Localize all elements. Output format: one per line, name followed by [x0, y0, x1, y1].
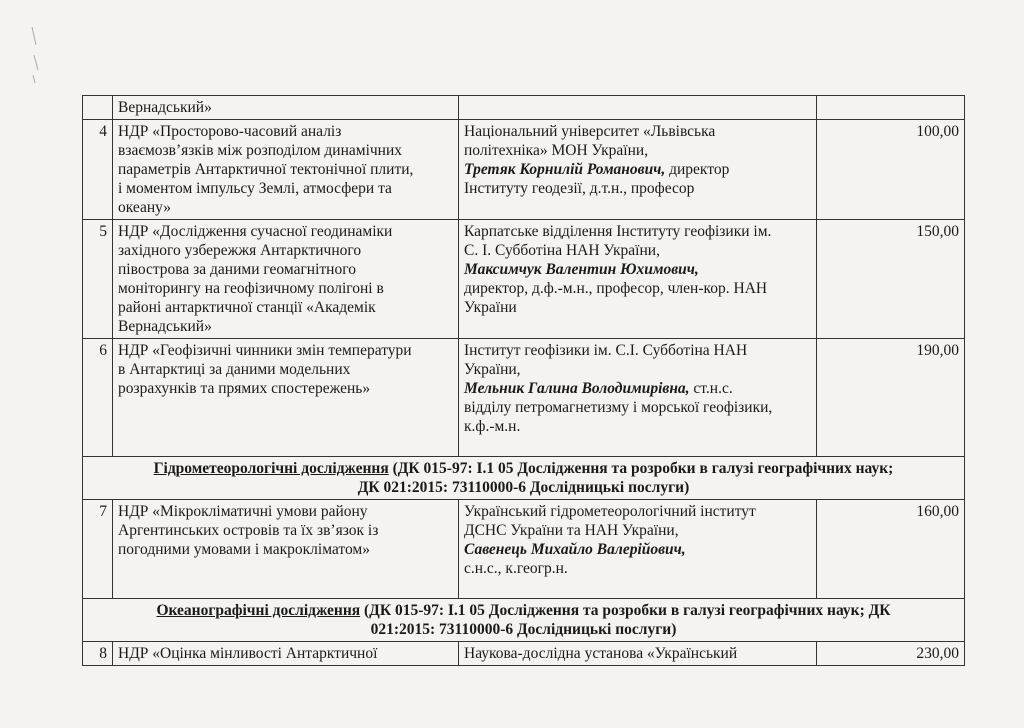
project-cell — [113, 220, 459, 339]
project-line: НДР «Дослідження сучасної геодинаміки — [118, 223, 393, 240]
amount-cell: 150,00 — [817, 220, 965, 339]
person-name: Мельник Галина Володимирівна, — [464, 380, 690, 397]
project-line: параметрів Антарктичної тектонічної плити, — [118, 161, 414, 178]
section-title: Океанографічні дослідження — [156, 602, 361, 619]
organization-line: Інституту геодезії, д.т.н., професор — [464, 180, 695, 197]
organization-cell — [459, 500, 817, 599]
organization-line: ДСНС України та НАН України, — [464, 522, 679, 539]
section-line — [88, 459, 959, 478]
project-line: районі антарктичної станції «Академік — [118, 299, 376, 316]
row-number — [83, 96, 113, 120]
project-cell — [113, 500, 459, 599]
organization-line: Інститут геофізики ім. С.І. Субботіна НАН — [464, 342, 748, 359]
organization-line: директор, д.ф.-м.н., професор, член-кор. НАН — [464, 280, 768, 297]
scan-mark-icon — [30, 25, 42, 85]
person-title: директор — [665, 161, 730, 178]
person-line — [464, 379, 811, 398]
row-number: 5 — [83, 220, 113, 339]
project-cell — [113, 120, 459, 220]
organization-line: с.н.с., к.геогр.н. — [464, 560, 568, 577]
table-row — [83, 220, 965, 339]
person-name: Третяк Корнилій Романович, — [464, 161, 666, 178]
project-line: океану» — [118, 199, 172, 216]
project-line: Аргентинських островів та їх зв’язок із — [118, 522, 379, 539]
row-number: 8 — [83, 642, 113, 666]
amount-cell: 190,00 — [817, 339, 965, 457]
project-cell — [113, 642, 459, 666]
row-number: 4 — [83, 120, 113, 220]
project-line: НДР «Мікрокліматичні умови району — [118, 503, 368, 520]
project-line: розрахунків та прямих спостережень» — [118, 380, 371, 397]
organization-cell — [459, 339, 817, 457]
cell-spacer — [464, 436, 811, 454]
amount-cell: 160,00 — [817, 500, 965, 599]
row-number: 7 — [83, 500, 113, 599]
project-line: НДР «Оцінка мінливості Антарктичної — [118, 645, 378, 662]
section-title: Гідрометеорологічні дослідження — [153, 460, 389, 477]
section-code: (ДК 015-97: І.1 05 Дослідження та розробки в галузі географічних наук; — [388, 460, 894, 477]
project-line: моніторингу на геофізичному полігоні в — [118, 280, 384, 297]
organization-line: Український гідрометеорологічний інститут — [464, 503, 756, 520]
section-line: 021:2015: 73110000-6 Дослідницькі послуги) — [370, 621, 677, 638]
project-line: взаємозв’язків між розподілом динамічних — [118, 142, 403, 159]
table-row — [83, 339, 965, 457]
project-cell — [113, 96, 459, 120]
table-row — [83, 120, 965, 220]
section-code: (ДК 015-97: І.1 05 Дослідження та розробки в галузі географічних наук; ДК — [360, 602, 891, 619]
projects-table — [82, 95, 965, 666]
section-line — [88, 601, 959, 620]
organization-line: політехніка» МОН України, — [464, 142, 649, 159]
table-row — [83, 96, 965, 120]
section-line: ДК 021:2015: 73110000-6 Дослідницькі послуги) — [357, 479, 690, 496]
organization-cell — [459, 642, 817, 666]
section-header-row — [83, 457, 965, 500]
section-header — [83, 599, 965, 642]
project-line: Вернадський» — [118, 99, 212, 116]
amount-cell: 100,00 — [817, 120, 965, 220]
amount-cell: 230,00 — [817, 642, 965, 666]
project-line: НДР «Геофізичні чинники змін температури — [118, 342, 412, 359]
project-line: західного узбережжя Антарктичного — [118, 242, 362, 259]
organization-line: Наукова-дослідна установа «Український — [464, 645, 738, 662]
organization-line: Карпатське відділення Інституту геофізики ім. — [464, 223, 772, 240]
project-cell — [113, 339, 459, 457]
amount-cell — [817, 96, 965, 120]
project-line: Вернадський» — [118, 318, 212, 335]
project-line: в Антарктиці за даними модельних — [118, 361, 351, 378]
cell-spacer — [464, 578, 811, 596]
organization-cell — [459, 96, 817, 120]
organization-line: України, — [464, 361, 521, 378]
row-number: 6 — [83, 339, 113, 457]
table-row — [83, 642, 965, 666]
section-header-row — [83, 599, 965, 642]
table-row — [83, 500, 965, 599]
organization-cell — [459, 120, 817, 220]
organization-line: Національний університет «Львівська — [464, 123, 716, 140]
person-title: ст.н.с. — [689, 380, 733, 397]
person-name: Максимчук Валентин Юхимович, — [464, 261, 699, 278]
person-line — [464, 160, 811, 179]
organization-line: к.ф.-м.н. — [464, 418, 521, 435]
section-header — [83, 457, 965, 500]
project-line: НДР «Просторово-часовий аналіз — [118, 123, 342, 140]
organization-cell — [459, 220, 817, 339]
person-name: Савенець Михайло Валерійович, — [464, 541, 686, 558]
organization-line: України — [464, 299, 517, 316]
organization-line: відділу петромагнетизму і морської геофізики, — [464, 399, 773, 416]
project-line: півострова за даними геомагнітного — [118, 261, 356, 278]
organization-line: С. І. Субботіна НАН України, — [464, 242, 660, 259]
project-line: погодними умовами і макрокліматом» — [118, 541, 370, 558]
project-line: і моментом імпульсу Землі, атмосфери та — [118, 180, 392, 197]
